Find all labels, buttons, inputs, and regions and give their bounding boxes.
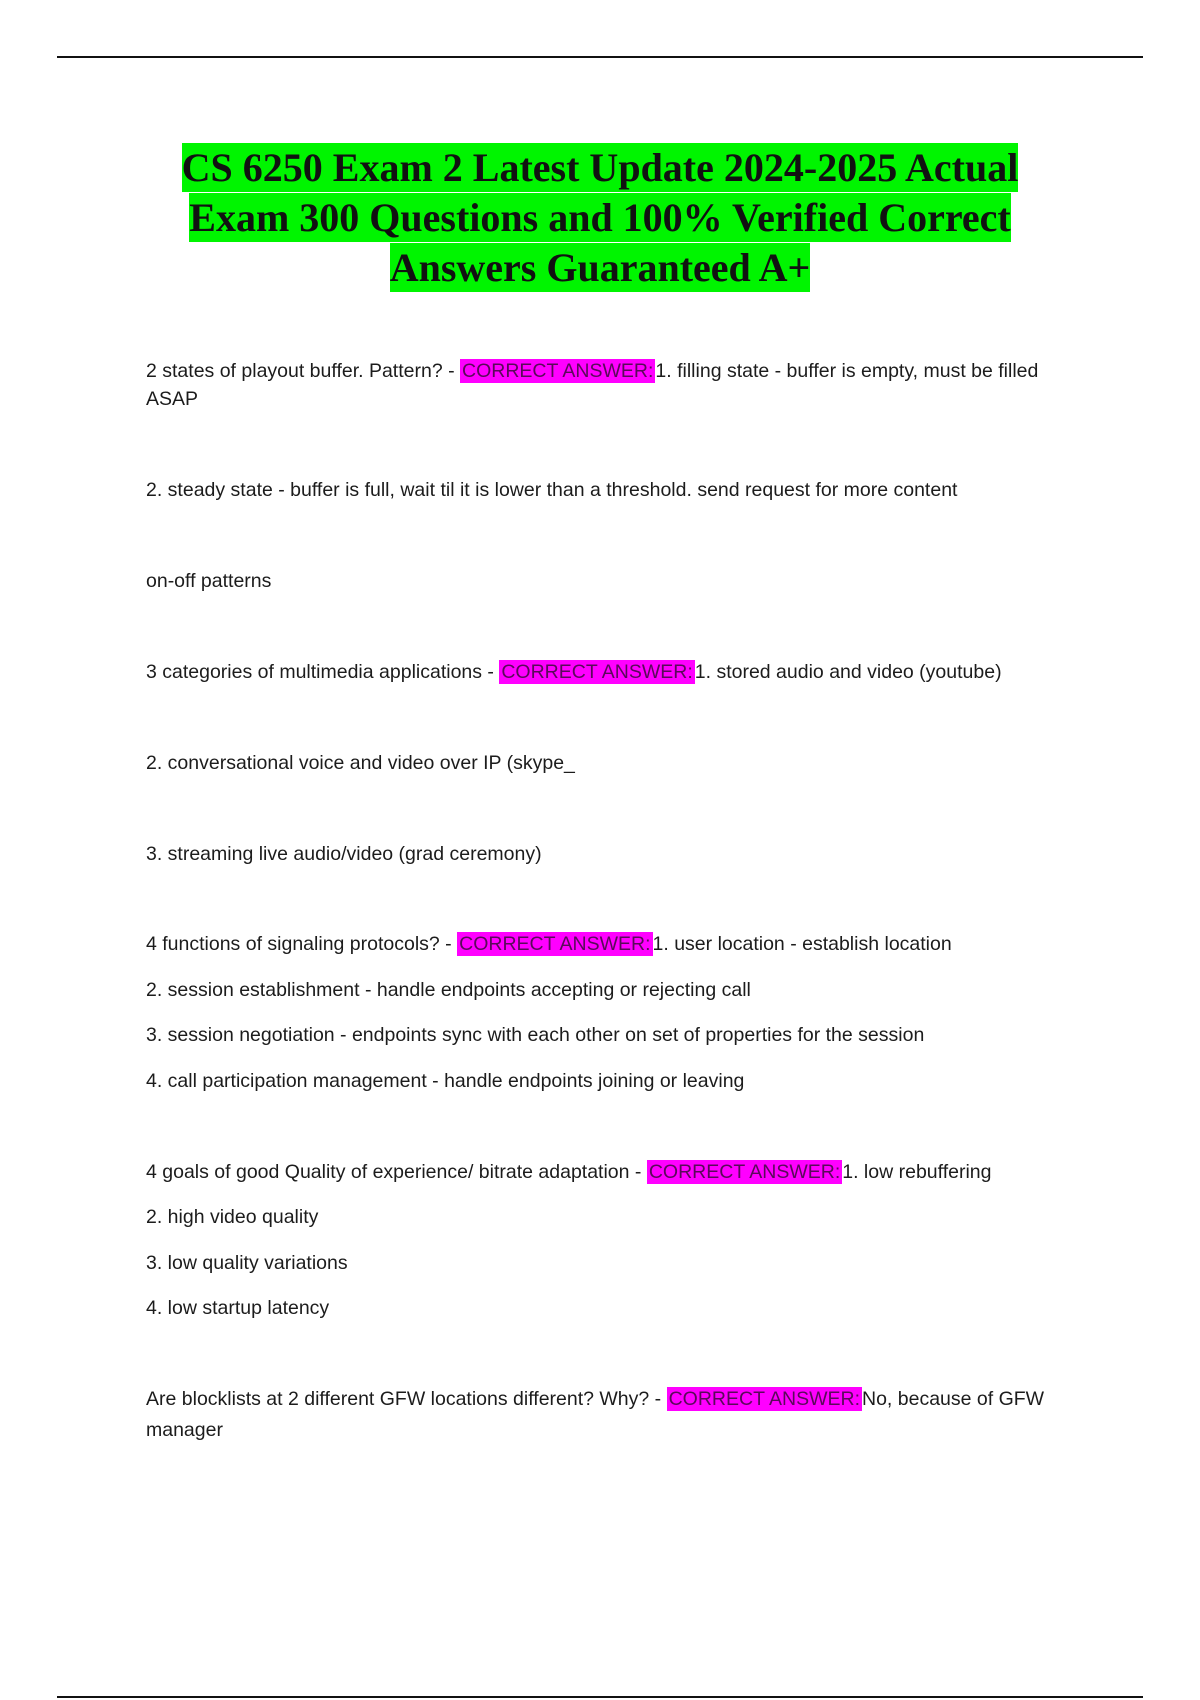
qa-4-extra-3: 4. low startup latency: [146, 1297, 330, 1319]
qa-2-answer: 1. stored audio and video (youtube): [694, 661, 1002, 683]
qa-2-question: 3 categories of multimedia applications -: [146, 661, 500, 683]
correct-answer-label: CORRECT ANSWER:: [501, 661, 693, 683]
title-line-1: CS 6250 Exam 2 Latest Update 2024-2025 Actual: [181, 145, 1019, 190]
qa-3-answer: 1. user location - establish location: [652, 933, 952, 955]
qa-3-question: 4 functions of signaling protocols? -: [146, 933, 458, 955]
qa-3-extra-1: 2. session establishment - handle endpoints accepting or rejecting call: [146, 979, 751, 1001]
qa-3-question-line: [146, 930, 952, 958]
qa-1-extra-1: 2. steady state - buffer is full, wait til it is lower than a threshold. send request for more content: [146, 479, 958, 501]
correct-answer-label: CORRECT ANSWER:: [459, 933, 651, 955]
qa-5-answer: No, because of GFW: [862, 1388, 1045, 1410]
correct-answer-label: CORRECT ANSWER:: [462, 360, 654, 382]
qa-4-question-line: [146, 1158, 991, 1186]
qa-5-answer-wrap: manager: [146, 1419, 223, 1441]
qa-3-extra-2: 3. session negotiation - endpoints sync with each other on set of properties for the session: [146, 1024, 925, 1046]
qa-2-question-line: [146, 658, 1002, 686]
qa-4-question: 4 goals of good Quality of experience/ bitrate adaptation -: [146, 1161, 647, 1183]
qa-1-answer-wrap: ASAP: [146, 388, 199, 410]
qa-1-extra-2: on-off patterns: [146, 570, 272, 592]
qa-1-question-line: [146, 357, 1038, 385]
title-line-3: Answers Guaranteed A+: [389, 245, 811, 290]
qa-1-answer: 1. filling state - buffer is empty, must be filled: [655, 360, 1039, 382]
footer-rule: [57, 1696, 1143, 1698]
title-line-2: Exam 300 Questions and 100% Verified Correct: [189, 195, 1011, 240]
qa-4-answer: 1. low rebuffering: [842, 1161, 992, 1183]
correct-answer-label: CORRECT ANSWER:: [648, 1161, 841, 1183]
qa-1-question: 2 states of playout buffer. Pattern? -: [146, 360, 460, 382]
qa-3-extra-3: 4. call participation management - handle endpoints joining or leaving: [146, 1070, 745, 1092]
qa-5-question: Are blocklists at 2 different GFW locations different? Why? -: [146, 1388, 667, 1410]
qa-2-extra-2: 3. streaming live audio/video (grad ceremony): [146, 843, 542, 865]
qa-4-extra-1: 2. high video quality: [146, 1206, 319, 1228]
qa-5-question-line: [146, 1385, 1044, 1413]
qa-2-extra-1: 2. conversational voice and video over IP (skype_: [146, 752, 575, 774]
qa-4-extra-2: 3. low quality variations: [146, 1252, 348, 1274]
correct-answer-label: CORRECT ANSWER:: [668, 1388, 860, 1410]
